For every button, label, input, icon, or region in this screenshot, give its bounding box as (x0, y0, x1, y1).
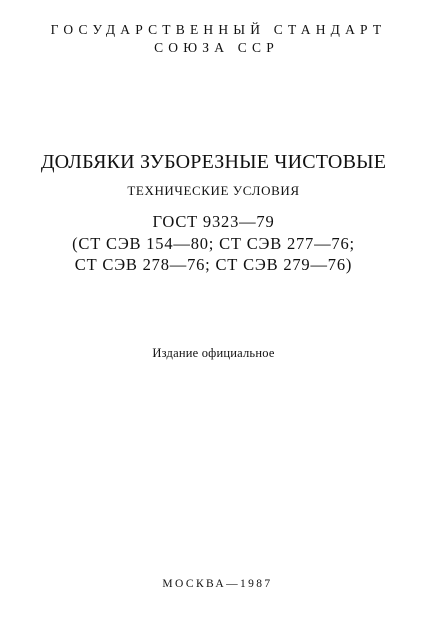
document-subtitle: ТЕХНИЧЕСКИЕ УСЛОВИЯ (127, 183, 300, 198)
issuer-line-2: СОЮЗА ССР (154, 40, 279, 55)
standard-number: ГОСТ 9323—79 (152, 212, 275, 231)
publication-imprint: МОСКВА—1987 (162, 578, 273, 590)
issuer-line-1: ГОСУДАРСТВЕННЫЙ СТАНДАРТ (50, 22, 387, 37)
document-title: ДОЛБЯКИ ЗУБОРЕЗНЫЕ ЧИСТОВЫЕ (40, 151, 387, 173)
cmea-references-line-1: (СТ СЭВ 154—80; СТ СЭВ 277—76; (72, 234, 355, 253)
cmea-references-line-2: СТ СЭВ 278—76; СТ СЭВ 279—76) (74, 255, 353, 274)
edition-note: Издание официальное (152, 346, 275, 360)
